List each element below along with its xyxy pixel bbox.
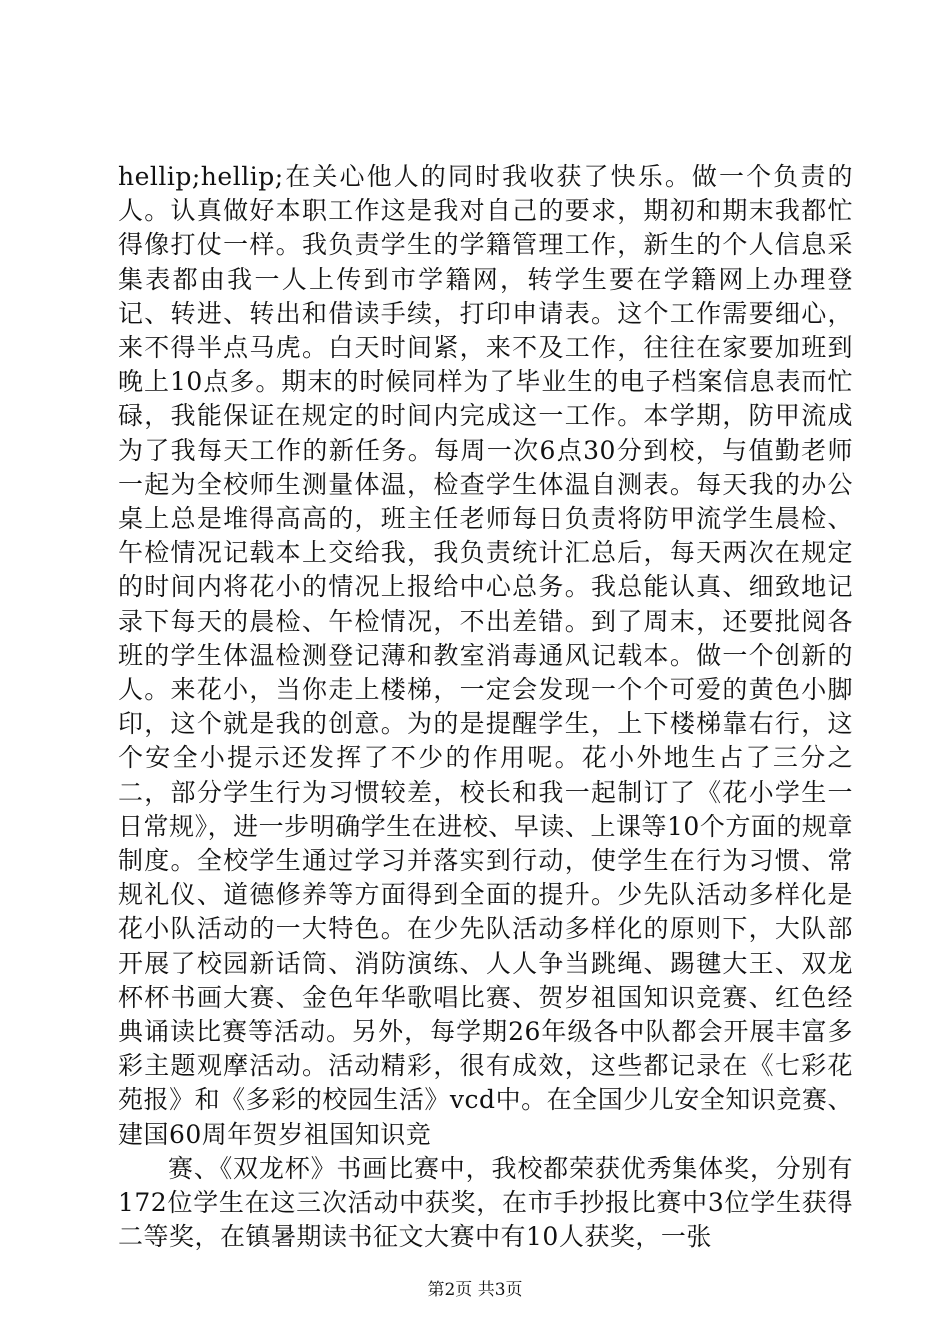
paragraph: hellip;hellip;在关心他人的同时我收获了快乐。做一个负责的人。认真做好本职工作这是我对自己的要求，期初和期末我都忙得像打仗一样。我负责学生的学籍管理工作，新生的个人信息采集表都由我一人上传到市学籍网，转学生要在学籍网上办理登记、转进、转出和借读手续，打印申请表。这个工作需要细心，来不得半点马虎。白天时间紧，来不及工作，往往在家要加班到晚上10点多。期末的时候同样为了毕业生的电子档案信息表而忙碌，我能保证在规定的时间内完成这一工作。本学期，防甲流成为了我每天工作的新任务。每周一次6点30分到校，与值勤老师一起为全校师生测量体温，检查学生体温自测表。每天我的办公桌上总是堆得高高的，班主任老师每日负责将防甲流学生晨检、午检情况记载本上交给我，我负责统计汇总后，每天两次在规定的时间内将花小的情况上报给中心总务。我总能认真、细致地记录下每天的晨检、午检情况，不出差错。到了周末，还要批阅各班的学生体温检测登记薄和教室消毒通风记载本。做一个创新的人。来花小，当你走上楼梯，一定会发现一个个可爱的黄色小脚印，这个就是我的创意。为的是提醒学生，上下楼梯靠右行，这个安全小提示还发挥了不少的作用呢。花小外地生占了三分之二，部分学生行为习惯较差，校长和我一起制订了《花小学生一日常规》，进一步明确学生在进校、早读、上课等10个方面的规章制度。全校学生通过学习并落实到行动，使学生在行为习惯、常规礼仪、道德修养等方面得到全面的提升。少先队活动多样化是花小队活动的一大特色。在少先队活动多样化的原则下，大队部开展了校园新话筒、消防演练、人人争当跳绳、踢毽大王、双龙杯杯书画大赛、金色年华歌唱比赛、贺岁祖国知识竞赛、红色经典诵读比赛等活动。另外，每学期26年级各中队都会开展丰富多彩主题观摩活动。活动精彩，很有成效，这些都记录在《七彩花苑报》和《多彩的校园生活》vcd中。在全国少儿安全知识竞赛、建国60周年贺岁祖国知识竞 — [118, 162, 853, 1149]
page-footer: 第2页 共3页 — [427, 1280, 523, 1300]
body-text — [118, 160, 853, 1255]
paragraph: 赛、《双龙杯》书画比赛中，我校都荣获优秀集体奖，分别有172位学生在这三次活动中获奖，在市手抄报比赛中3位学生获得二等奖，在镇暑期读书征文大赛中有10人获奖，一张 — [118, 1153, 853, 1252]
